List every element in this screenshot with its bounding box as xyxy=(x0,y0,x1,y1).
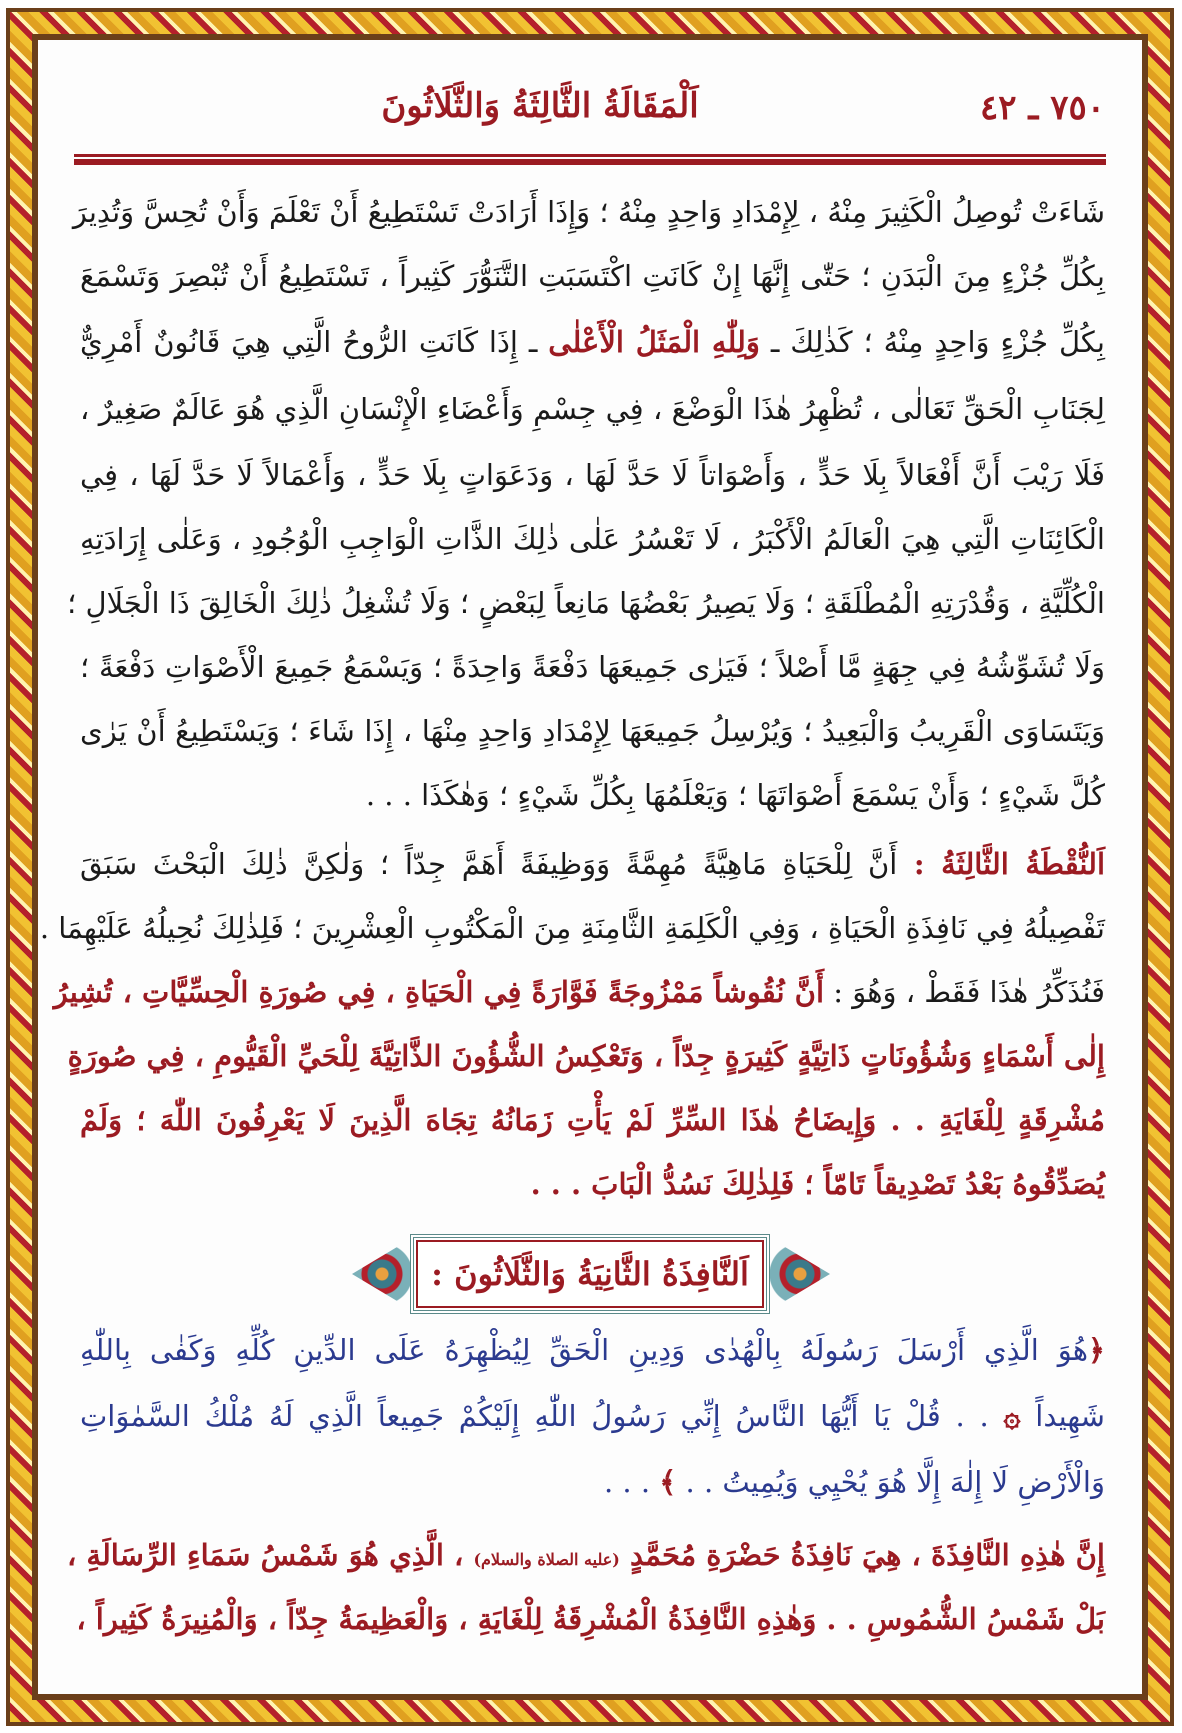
verse-text: . . قُلْ يَا أَيُّهَا النَّاسُ إِنِّي رَسُولُ اللّٰهِ إِلَيْكُمْ جَمِيعاً الَّذِي لَهُ مُلْكُ السَّمٰوَاتِ xyxy=(80,1399,1004,1433)
body-text: لِجَنَابِ الْحَقِّ تَعَالٰى ، تُظْهِرُ هٰذَا الْوَضْعَ ، فِي جِسْمِ وَأَعْضَاءِ الْإِنْسَانِ الَّذِي هُوَ عَالَمٌ صَغِيرٌ ، xyxy=(80,392,1105,426)
highlighted-text: مُشْرِقَةٍ لِلْغَايَةِ . . وَإِيضَاحُ هٰذَا السِّرِّ لَمْ يَأْتِ زَمَانُهُ تِجَاهَ الَّذِينَ لَا يَعْرِفُونَ اللّٰهَ ؛ وَلَمْ xyxy=(80,1103,1105,1137)
text-line xyxy=(80,1394,1105,1438)
highlighted-text: ﴾ xyxy=(659,1465,677,1499)
ornament-left-icon xyxy=(352,1238,412,1310)
highlighted-text: (عليه الصلاة والسلام) xyxy=(473,1550,620,1569)
body-text: الْكُلِّيَّةِ ، وَقُدْرَتِهِ الْمُطْلَقَةِ ؛ وَلَا يَصِيرُ بَعْضُهَا مَانِعاً لِبَعْضٍ ؛ وَلَا تُشْغِلُ ذٰلِكَ الْخَالِقَ ذَا الْجَلَالِ ؛ xyxy=(67,586,1105,620)
highlighted-text: وَلِلّٰهِ الْمَثَلُ الْأَعْلٰى xyxy=(548,325,760,359)
text-line xyxy=(67,1034,1105,1078)
section-banner xyxy=(352,1230,830,1322)
body-text: ـ إِذَا كَانَتِ الرُّوحُ الَّتِي هِيَ قَانُونٌ أَمْرِيٌّ xyxy=(80,325,549,359)
verse-text: . . . xyxy=(603,1465,660,1499)
body-text: الْكَائِنَاتِ الَّتِي هِيَ الْعَالَمُ الْأَكْبَرُ ، لَا تَعْسُرُ عَلٰى ذٰلِكَ الذَّاتِ الْوَاجِبِ الْوُجُودِ ، وَعَلٰى إِرَادَتِهِ xyxy=(80,522,1105,556)
header-divider xyxy=(74,154,1106,157)
highlighted-text: أَنَّ نُقُوشاً مَمْزُوجَةً فَوَّارَةً فِي الْحَيَاةِ ، فِي صُورَةِ الْحِسِّيَّاتِ ، تُشِيرُ xyxy=(53,975,824,1009)
text-line xyxy=(80,773,1105,817)
body-text: بِكُلِّ جُزْءٍ وَاحِدٍ مِنْهُ ؛ كَذٰلِكَ ـ xyxy=(759,325,1105,359)
body-text: تَفْصِيلُهُ فِي نَافِذَةِ الْحَيَاةِ ، وَفِي الْكَلِمَةِ الثَّامِنَةِ مِنَ الْمَكْتُوبِ الْعِشْرِينَ ؛ فَلِذٰلِكَ نُحِيلُهُ عَلَيْهِمَا . xyxy=(39,911,1105,945)
highlighted-text: إِلٰى أَسْمَاءٍ وَشُؤُونَاتٍ ذَاتِيَّةٍ كَثِيرَةٍ جِدّاً ، وَتَعْكِسُ الشُّؤُونَ الذَّاتِيَّةَ لِلْحَيِّ الْقَيُّومِ ، فِي صُورَةٍ xyxy=(67,1039,1105,1073)
text-line xyxy=(80,709,1105,753)
body-text: أَنَّ لِلْحَيَاةِ مَاهِيَّةً مُهِمَّةً وَوَظِيفَةً أَهَمَّ جِدّاً ؛ وَلٰكِنَّ ذٰلِكَ الْبَحْثَ سَبَقَ xyxy=(80,847,898,881)
highlighted-text: ۞ xyxy=(1003,1399,1021,1433)
text-line xyxy=(80,320,1105,364)
text-line xyxy=(39,906,1105,950)
text-line xyxy=(67,581,1105,625)
body-text: فَنُذَكِّرُ هٰذَا فَقَطْ ، وَهُوَ : xyxy=(824,975,1105,1009)
text-line xyxy=(80,1098,1105,1142)
body-text: وَيَتَسَاوَى الْقَرِيبُ وَالْبَعِيدُ ؛ وَيُرْسِلُ جَمِيعَهَا لِإِمْدَادِ وَاحِدٍ مِنْهَا ، إِذَا شَاءَ ؛ وَيَسْتَطِيعُ أَنْ يَرٰى xyxy=(80,714,1105,748)
text-line xyxy=(80,842,1105,886)
verse-text: وَالْأَرْضِ لَا إِلٰهَ إِلَّا هُوَ يُحْيِي وَيُمِيتُ . . xyxy=(676,1465,1105,1499)
header-divider-thick xyxy=(74,159,1106,165)
text-line xyxy=(80,387,1105,431)
text-line xyxy=(80,517,1105,561)
verse-text: هُوَ الَّذِي أَرْسَلَ رَسُولَهُ بِالْهُدٰى وَدِينِ الْحَقِّ لِيُظْهِرَهُ عَلَى الدِّينِ كُلِّهِ وَكَفٰى بِاللّٰهِ xyxy=(80,1333,1088,1367)
page-number: ٧٥٠ ـ ٤٢ xyxy=(980,88,1105,128)
body-text: فَلَا رَيْبَ أَنَّ أَفْعَالاً بِلَا حَدٍّ ، وَأَصْوَاتاً لَا حَدَّ لَهَا ، وَدَعَوَاتٍ بِلَا حَدٍّ ، وَأَعْمَالاً لَا حَدَّ لَهَا ، فِي xyxy=(80,458,1105,492)
highlighted-text: اَلنُّقْطَةُ الثَّالِثَةُ : xyxy=(897,847,1106,881)
text-line xyxy=(80,254,1105,298)
text-line xyxy=(66,1533,1105,1582)
ornament-right-icon xyxy=(770,1238,830,1310)
text-line xyxy=(80,453,1105,497)
highlighted-text: ، الَّذِي هُوَ شَمْسُ سَمَاءِ الرِّسَالَةِ ، xyxy=(66,1538,474,1572)
highlighted-text: بَلْ شَمْسُ الشُّمُوسِ . . وَهٰذِهِ النَّافِذَةُ الْمُشْرِقَةُ لِلْغَايَةِ ، وَالْعَظِيمَةُ جِدّاً ، وَالْمُنِيرَةُ كَثِيراً ، xyxy=(76,1602,1105,1636)
highlighted-text: إِنَّ هٰذِهِ النَّافِذَةَ ، هِيَ نَافِذَةُ حَضْرَةِ مُحَمَّدٍ xyxy=(619,1538,1105,1572)
page-title: اَلْمَقَالَةُ الثَّالِثَةُ وَالثَّلَاثُونَ xyxy=(381,86,699,126)
body-text: وَلَا تُشَوِّشُهُ فِي جِهَةٍ مَّا أَصْلاً ؛ فَيَرٰى جَمِيعَهَا دَفْعَةً وَاحِدَةً ؛ وَيَسْمَعُ جَمِيعَ الْأَصْوَاتِ دَفْعَةً ؛ xyxy=(80,650,1105,684)
highlighted-text: يُصَدِّقُوهُ بَعْدُ تَصْدِيقاً تَامّاً ؛ فَلِذٰلِكَ نَسُدُّ الْبَابَ . . . xyxy=(530,1167,1105,1201)
highlighted-text: ﴿ xyxy=(1088,1333,1105,1367)
text-line xyxy=(80,1162,1105,1206)
section-title: اَلنَّافِذَةُ الثَّانِيَةُ وَالثَّلَاثُونَ : xyxy=(431,1255,749,1293)
text-line xyxy=(53,970,1105,1014)
text-line xyxy=(76,1597,1105,1641)
text-line xyxy=(80,1460,1105,1504)
body-text: شَاءَتْ تُوصِلُ الْكَثِيرَ مِنْهُ ، لِإِمْدَادِ وَاحِدٍ مِنْهُ ؛ وَإِذَا أَرَادَتْ تَسْتَطِيعُ أَنْ تَعْلَمَ وَأَنْ تُحِسَّ وَتُدِيرَ xyxy=(72,195,1105,229)
body-text: كُلَّ شَيْءٍ ؛ وَأَنْ يَسْمَعَ أَصْوَاتَهَا ؛ وَيَعْلَمُهَا بِكُلِّ شَيْءٍ ؛ وَهٰكَذَا . . . xyxy=(365,778,1105,812)
body-text: بِكُلِّ جُزْءٍ مِنَ الْبَدَنِ ؛ حَتّٰى إِنَّهَا إِنْ كَانَتِ اكْتَسَبَتِ التَّنَوُّرَ كَثِيراً ، تَسْتَطِيعُ أَنْ تُبْصِرَ وَتَسْمَعَ xyxy=(80,259,1105,293)
text-line xyxy=(80,1328,1105,1372)
verse-text: شَهِيداً xyxy=(1020,1399,1105,1433)
text-line xyxy=(80,645,1105,689)
text-line xyxy=(72,190,1105,234)
